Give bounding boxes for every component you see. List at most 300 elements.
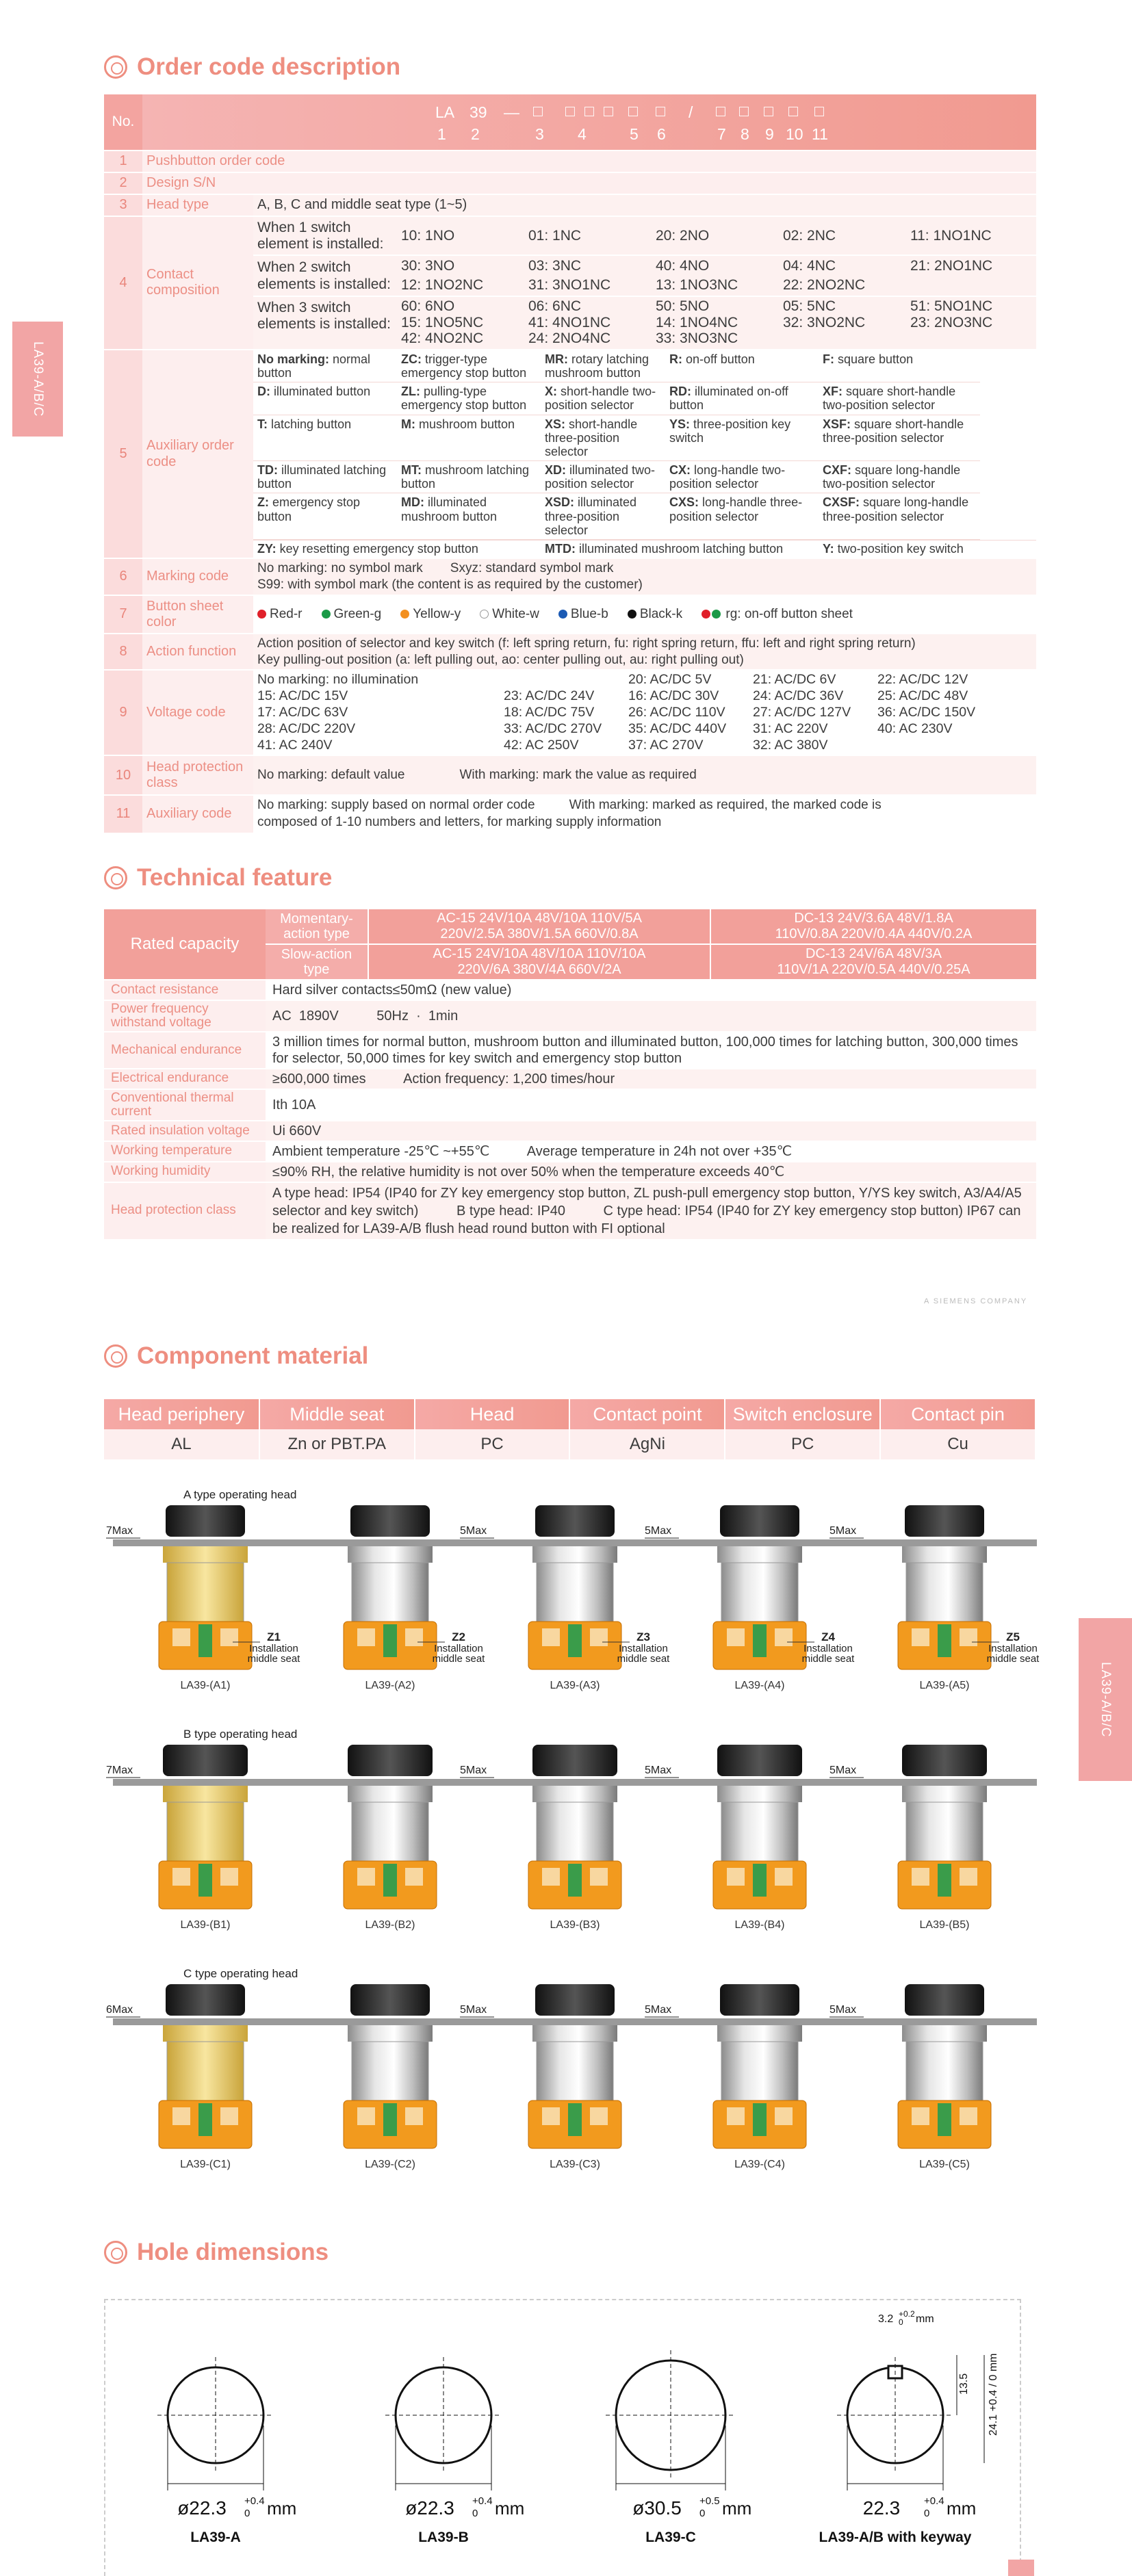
unit: mm <box>722 2498 752 2519</box>
operating-head-title: C type operating head <box>183 1967 298 1980</box>
aux-code-desc: square short-handle two-position selector <box>823 385 956 413</box>
code-prefix: LA <box>435 103 455 121</box>
side-tab-right: LA39-A/B/C <box>1079 1618 1132 1781</box>
aux-code-desc: two-position key switch <box>834 541 964 556</box>
keyway-dimensions <box>878 2309 999 2463</box>
tolerance-upper: +0.4 <box>924 2495 944 2507</box>
seat-text: middle seat <box>247 1653 300 1665</box>
color-label: White-w <box>492 606 539 621</box>
code-box: □ <box>604 101 613 120</box>
seat-label: Z4 <box>821 1630 835 1643</box>
contact-code: 24: 2NO4NC <box>528 330 611 347</box>
voltage-code: 41: AC 240V <box>257 737 333 753</box>
max-dimension: 5Max <box>460 1525 487 1537</box>
tolerance-upper: +0.4 <box>472 2495 493 2507</box>
aux-code-key: CX: <box>669 463 691 478</box>
group-title: When 1 switch element is installed: <box>257 220 384 252</box>
model-label: LA39-(B5) <box>919 1919 970 1931</box>
max-dimension: 5Max <box>645 2004 672 2016</box>
voltage-code: 40: AC 230V <box>877 720 953 736</box>
row-number: 6 <box>104 558 142 595</box>
seat-text: Installation <box>803 1643 853 1654</box>
aux-code-key: XF: <box>823 385 842 399</box>
aux-code-key: MTD: <box>545 541 576 556</box>
tech-label: Electrical endurance <box>104 1069 266 1089</box>
aux-code-desc: illuminated mushroom button <box>401 495 498 523</box>
model-label: LA39-(B1) <box>180 1919 231 1931</box>
contact-code: 10: 1NO <box>401 228 455 244</box>
aux-code-desc: key resetting emergency stop button <box>276 541 478 556</box>
voltage-code: 27: AC/DC 127V <box>753 704 851 720</box>
aux-code-desc: normal button <box>257 352 371 380</box>
code-box: □ <box>565 101 575 120</box>
material-header: Head <box>415 1399 570 1429</box>
aux-code-desc: square long-handle two-position selector <box>823 463 961 491</box>
aux-code-key: XD: <box>545 463 566 478</box>
tech-value: Ambient temperature -25℃ ~+55℃ Average temperature in 24h not over +35℃ <box>266 1141 1036 1162</box>
contact-code: 41: 4NO1NC <box>528 314 611 330</box>
voltage-code: 37: AC 270V <box>628 737 704 753</box>
unit: mm <box>947 2498 977 2519</box>
voltage-code: 21: AC/DC 6V <box>753 672 836 688</box>
code-box: □ <box>716 101 725 120</box>
contact-code: 20: 2NO <box>656 228 710 244</box>
aux-code-desc: rotary latching mushroom button <box>545 352 649 380</box>
seat-text: Installation <box>988 1643 1038 1654</box>
aux-code-key: Z: <box>257 495 269 510</box>
hole-1 <box>157 2357 296 2545</box>
page-corner-mark <box>1008 2560 1034 2576</box>
aux-code-key: XSD: <box>545 495 575 510</box>
code-dash: — <box>504 103 519 121</box>
tech-value: Hard silver contacts≤50mΩ (new value) <box>266 980 1036 1000</box>
seat-label: Z2 <box>452 1630 465 1643</box>
rating-text: 110V/1A 220V/0.5A 440V/0.25A <box>777 962 970 977</box>
row-number: 8 <box>104 634 142 671</box>
aux-text: With marking: marked as required, the marked code is <box>569 798 882 813</box>
tech-label: Contact resistance <box>104 980 266 1000</box>
max-dimension: 5Max <box>829 1765 857 1776</box>
material-header: Switch enclosure <box>725 1399 880 1429</box>
aux-code-key: F: <box>823 352 834 366</box>
momentary-label: Momentary-action type <box>266 909 368 944</box>
aux-text: composed of 1-10 numbers and letters, for marking supply information <box>257 815 662 830</box>
contact-code: 31: 3NO1NC <box>528 277 611 294</box>
code-box: □ <box>584 101 594 120</box>
aux-code-desc: illuminated button <box>270 385 371 399</box>
slow-label: Slow-action type <box>266 944 368 980</box>
aux-code-desc: latching button <box>268 417 352 431</box>
color-label: Yellow-y <box>413 606 461 621</box>
contact-code: 01: 1NC <box>528 228 582 244</box>
voltage-code: 23: AC/DC 24V <box>504 688 595 704</box>
contact-code: 21: 2NO1NC <box>910 258 993 274</box>
tolerance-lower: 0 <box>244 2508 250 2519</box>
code-index: 6 <box>657 125 666 143</box>
hole-name: LA39-B <box>418 2529 469 2545</box>
voltage-code: 31: AC 220V <box>753 720 828 736</box>
rating-text: 110V/0.8A 220V/0.4A 440V/0.2A <box>775 926 973 941</box>
tech-value: Ui 660V <box>266 1121 1036 1141</box>
tech-value: A type head: IP54 (IP40 for ZY key emergency stop button, ZL push-pull emergency stop button, Y/YS key switch, A3/A4/A5 selector and key switch) B type head: IP40 C type head: IP54 (IP40 for ZY key emergency stop button) IP67 can be realized for LA39-A/B flush head round button with FI optional <box>266 1182 1036 1240</box>
code-model: 39 <box>469 103 487 121</box>
row-label: Head type <box>142 194 253 216</box>
action-text: Action position of selector and key switch (f: left spring return, fu: right spring return, ffu: left and right spring return) <box>257 636 916 651</box>
keyway-depth: 13.5 <box>958 2373 970 2395</box>
aux-code-desc: illuminated two-position selector <box>545 463 656 491</box>
aux-text: No marking: supply based on normal order code <box>257 798 535 813</box>
model-label: LA39-(C5) <box>919 2159 970 2170</box>
aux-code-key: D: <box>257 385 270 399</box>
tolerance-upper: +0.2 <box>899 2309 915 2319</box>
row-number: 5 <box>104 350 142 558</box>
aux-code-key: RD: <box>669 385 691 399</box>
voltage-code: 26: AC/DC 110V <box>628 704 725 720</box>
aux-code-key: CXF: <box>823 463 851 478</box>
tech-value: 3 million times for normal button, mushroom button and illuminated button, 100,000 times for latching button, 300,000 times for selector, 50,000 times for key switch and emergency stop button <box>266 1032 1036 1069</box>
aux-code-desc: illuminated latching button <box>257 463 387 491</box>
tech-label: Rated insulation voltage <box>104 1121 266 1141</box>
code-index: 8 <box>741 125 749 143</box>
aux-code-key: R: <box>669 352 682 366</box>
keyway-height: 24.1 +0.4 / 0 mm <box>988 2353 999 2436</box>
aux-code-key: MR: <box>545 352 568 366</box>
company-signature: A SIEMENS COMPANY <box>924 1297 1028 1305</box>
keyway-width: 3.2 <box>878 2313 894 2325</box>
tech-label: Mechanical endurance <box>104 1032 266 1069</box>
max-dimension: 5Max <box>460 2004 487 2016</box>
contact-code: 04: 4NC <box>783 258 836 274</box>
model-label: LA39-(A5) <box>919 1680 970 1691</box>
code-box: □ <box>788 101 798 120</box>
model-label: LA39-(C4) <box>734 2159 785 2170</box>
unit: mm <box>495 2498 525 2519</box>
contact-code: 50: 5NO <box>656 298 710 315</box>
voltage-code: 42: AC 250V <box>504 737 579 753</box>
max-dimension: 5Max <box>645 1765 672 1776</box>
material-header: Contact point <box>569 1399 725 1429</box>
contact-code: 13: 1NO3NC <box>656 277 738 294</box>
model-label: LA39-(A2) <box>365 1680 415 1691</box>
row-label: Button sheet color <box>142 595 253 634</box>
seat-text: middle seat <box>617 1653 670 1665</box>
color-label: Black-k <box>639 606 683 621</box>
row-number: 4 <box>104 216 142 350</box>
group-title: When 2 switch elements is installed: <box>257 259 391 293</box>
aux-code-desc: short-handle three-position selector <box>545 417 638 458</box>
contact-code: 22: 2NO2NC <box>783 277 866 294</box>
unit: mm <box>267 2498 297 2519</box>
color-label: Blue-b <box>570 606 608 621</box>
material-header: Middle seat <box>259 1399 415 1429</box>
max-dimension: 7Max <box>106 1525 133 1537</box>
tolerance-lower: 0 <box>899 2317 903 2327</box>
aux-code-key: MD: <box>401 495 424 510</box>
contact-code: 05: 5NC <box>783 298 836 315</box>
order-section-title: Order code description <box>104 53 400 81</box>
code-box: □ <box>533 101 543 120</box>
voltage-code: 22: AC/DC 12V <box>877 672 968 688</box>
seat-label: Z5 <box>1006 1630 1020 1643</box>
aux-code-desc: long-handle two-position selector <box>669 463 786 491</box>
marking-text: S99: with symbol mark (the content is as required by the customer) <box>257 577 643 593</box>
model-label: LA39-(A4) <box>734 1680 785 1691</box>
code-index: 3 <box>535 125 544 143</box>
aux-code-key: X: <box>545 385 557 399</box>
max-dimension: 6Max <box>106 2004 133 2016</box>
row-number: 10 <box>104 755 142 795</box>
aux-code-key: ZL: <box>401 385 420 399</box>
aux-code-key: Y: <box>823 541 834 556</box>
protection-text: With marking: mark the value as required <box>459 768 697 783</box>
contact-code: 42: 4NO2NC <box>401 330 484 347</box>
max-dimension: 5Max <box>829 1525 857 1537</box>
aux-code-desc: long-handle three-position selector <box>669 495 803 523</box>
voltage-code: No marking: no illumination <box>257 672 419 688</box>
hole-2 <box>385 2357 524 2545</box>
contact-code: 12: 1NO2NC <box>401 277 484 294</box>
code-index: 9 <box>765 125 774 143</box>
tolerance-lower: 0 <box>472 2508 478 2519</box>
max-dimension: 5Max <box>829 2004 857 2016</box>
contact-code: 33: 3NO3NC <box>656 330 738 347</box>
material-value: PC <box>415 1429 570 1459</box>
voltage-code: 36: AC/DC 150V <box>877 704 976 720</box>
no-header: No. <box>104 94 142 151</box>
hole-section-title: Hole dimensions <box>104 2239 329 2266</box>
tech-value: ≤90% RH, the relative humidity is not over 50% when the temperature exceeds 40℃ <box>266 1162 1036 1182</box>
rating-text: AC-15 24V/10A 48V/10A 110V/10A <box>433 946 646 961</box>
aux-code-desc: square long-handle three-position selector <box>823 495 969 523</box>
contact-code: 15: 1NO5NC <box>401 314 484 330</box>
voltage-code: 15: AC/DC 15V <box>257 688 348 704</box>
aux-code-key: CXSF: <box>823 495 860 510</box>
color-label: Green-g <box>333 606 382 621</box>
marking-text: No marking: no symbol mark <box>257 561 423 576</box>
voltage-code: 32: AC 380V <box>753 737 828 753</box>
hole-3 <box>606 2350 751 2545</box>
row-label: Contact composition <box>142 216 253 350</box>
code-box: □ <box>764 101 773 120</box>
rating-text: DC-13 24V/3.6A 48V/1.8A <box>794 911 953 926</box>
unit: mm <box>916 2313 934 2325</box>
material-value: AL <box>104 1429 259 1459</box>
row-number: 11 <box>104 795 142 833</box>
material-section-title: Component material <box>104 1342 368 1370</box>
material-header: Contact pin <box>880 1399 1035 1429</box>
rating-text: DC-13 24V/6A 48V/3A <box>805 946 942 961</box>
aux-code-desc: mushroom latching button <box>401 463 530 491</box>
row-label: Action function <box>142 634 253 671</box>
tech-value: Ith 10A <box>266 1089 1036 1121</box>
model-label: LA39-(B4) <box>734 1919 785 1931</box>
aux-code-desc: pulling-type emergency stop button <box>401 385 527 413</box>
material-value: PC <box>725 1429 880 1459</box>
aux-code-key: T: <box>257 417 268 431</box>
aux-code-desc: illuminated three-position selector <box>545 495 637 537</box>
action-text: Key pulling-out position (a: left pulling out, ao: center pulling out, au: right pulling out) <box>257 652 744 667</box>
voltage-code: 33: AC/DC 270V <box>504 720 602 736</box>
hole-4 <box>819 2357 977 2545</box>
marking-text: Sxyz: standard symbol mark <box>450 561 614 576</box>
material-header: Head periphery <box>104 1399 259 1429</box>
voltage-code: 35: AC/DC 440V <box>628 720 727 736</box>
row-value: A, B, C and middle seat type (1~5) <box>253 194 1036 216</box>
aux-code-key: No marking: <box>257 352 330 366</box>
seat-label: Z3 <box>636 1630 650 1643</box>
aux-code-desc: short-handle two-position selector <box>545 385 656 413</box>
aux-code-key: M: <box>401 417 415 431</box>
model-label: LA39-(C3) <box>550 2159 600 2170</box>
group-title: When 3 switch elements is installed: <box>257 300 391 332</box>
contact-code: 23: 2NO3NC <box>910 314 993 330</box>
tolerance-upper: +0.4 <box>244 2495 265 2507</box>
row-number: 7 <box>104 595 142 634</box>
row-label: Auxiliary order code <box>142 350 253 558</box>
row-text: Pushbutton order code <box>142 151 1036 172</box>
contact-code: 60: 6NO <box>401 298 455 315</box>
rating-text: 220V/2.5A 380V/1.5A 660V/0.8A <box>440 926 639 941</box>
code-box: □ <box>739 101 749 120</box>
code-box: □ <box>814 101 824 120</box>
row-label: Head protection class <box>142 755 253 795</box>
operating-head-title: A type operating head <box>183 1488 297 1501</box>
hole-dimension: 22.3 <box>862 2497 901 2519</box>
max-dimension: 7Max <box>106 1765 133 1776</box>
aux-code-key: XSF: <box>823 417 851 431</box>
rating-text: 220V/6A 380V/4A 660V/2A <box>457 962 621 977</box>
hole-dimension: ø22.3 <box>177 2497 227 2519</box>
contact-code: 11: 1NO1NC <box>910 228 992 244</box>
aux-code-desc: three-position key switch <box>669 417 791 445</box>
aux-code-desc: mushroom button <box>415 417 515 431</box>
hole-dimension: ø22.3 <box>405 2497 454 2519</box>
contact-code: 32: 3NO2NC <box>783 314 866 330</box>
code-index: 2 <box>471 125 480 143</box>
model-label: LA39-(C2) <box>365 2159 415 2170</box>
tech-value: AC 1890V 50Hz · 1min <box>266 1000 1036 1032</box>
tech-value: ≥600,000 times Action frequency: 1,200 times/hour <box>266 1069 1036 1089</box>
seat-text: middle seat <box>801 1653 855 1665</box>
contact-code: 03: 3NC <box>528 258 582 274</box>
code-box: □ <box>628 101 638 120</box>
aux-code-key: XS: <box>545 417 566 431</box>
row-number: 9 <box>104 670 142 755</box>
contact-code: 40: 4NO <box>656 258 710 274</box>
aux-code-desc: trigger-type emergency stop button <box>401 352 527 380</box>
aux-code-key: ZC: <box>401 352 422 366</box>
aux-code-desc: square button <box>834 352 914 366</box>
model-label: LA39-(B2) <box>365 1919 415 1931</box>
contact-code: 14: 1NO4NC <box>656 314 738 330</box>
aux-code-key: MT: <box>401 463 422 478</box>
protection-text: No marking: default value <box>257 768 405 783</box>
aux-code-desc: illuminated on-off button <box>669 385 788 413</box>
aux-code-desc: emergency stop button <box>257 495 361 523</box>
code-index: 5 <box>630 125 639 143</box>
aux-code-key: YS: <box>669 417 691 431</box>
row-text: Design S/N <box>142 172 1036 194</box>
seat-label: Z1 <box>267 1630 281 1643</box>
hole-dimension: ø30.5 <box>632 2497 682 2519</box>
contact-code: 02: 2NC <box>783 228 836 244</box>
tolerance-lower: 0 <box>699 2508 706 2519</box>
row-label: Voltage code <box>142 670 253 755</box>
model-label: LA39-(A3) <box>550 1680 600 1691</box>
voltage-code: 24: AC/DC 36V <box>753 688 844 704</box>
row-number: 3 <box>104 194 142 216</box>
contact-code: 06: 6NC <box>528 298 582 315</box>
hole-name: LA39-A/B with keyway <box>819 2529 972 2545</box>
model-label: LA39-(A1) <box>180 1680 231 1691</box>
seat-text: middle seat <box>432 1653 485 1665</box>
seat-text: Installation <box>434 1643 483 1654</box>
model-label: LA39-(C1) <box>180 2159 231 2170</box>
seat-text: Installation <box>249 1643 298 1654</box>
hole-name: LA39-A <box>190 2529 241 2545</box>
seat-text: middle seat <box>986 1653 1040 1665</box>
side-tab-left: LA39-A/B/C <box>12 322 63 437</box>
row-label: Auxiliary code <box>142 795 253 833</box>
rated-capacity-label: Rated capacity <box>104 909 266 980</box>
operating-head-title: B type operating head <box>183 1728 298 1741</box>
voltage-code: 28: AC/DC 220V <box>257 720 356 736</box>
aux-code-key: TD: <box>257 463 278 478</box>
color-label: Red-r <box>270 606 303 621</box>
material-value: Cu <box>880 1429 1035 1459</box>
seat-text: Installation <box>619 1643 668 1654</box>
voltage-code: 25: AC/DC 48V <box>877 688 968 704</box>
rating-text: AC-15 24V/10A 48V/10A 110V/5A <box>437 911 642 926</box>
code-index: 1 <box>437 125 446 143</box>
color-label: rg: on-off button sheet <box>722 606 853 621</box>
code-index: 10 <box>786 125 803 143</box>
contact-code: 30: 3NO <box>401 258 455 274</box>
voltage-code: 18: AC/DC 75V <box>504 704 595 720</box>
tech-label: Power frequency withstand voltage <box>104 1000 266 1032</box>
voltage-code: 17: AC/DC 63V <box>257 704 348 720</box>
code-slash: / <box>689 103 693 121</box>
max-dimension: 5Max <box>645 1525 672 1537</box>
code-index: 4 <box>578 125 587 143</box>
material-value: AgNi <box>569 1429 725 1459</box>
tech-section-title: Technical feature <box>104 864 332 892</box>
aux-code-desc: square short-handle three-position selector <box>823 417 964 445</box>
aux-code-desc: illuminated mushroom latching button <box>575 541 784 556</box>
material-value: Zn or PBT.PA <box>259 1429 415 1459</box>
tolerance-lower: 0 <box>924 2508 930 2519</box>
code-box: □ <box>656 101 665 120</box>
hole-name: LA39-C <box>645 2529 696 2545</box>
row-number: 1 <box>104 151 142 172</box>
code-index: 7 <box>717 125 726 143</box>
tolerance-upper: +0.5 <box>699 2495 720 2507</box>
row-number: 2 <box>104 172 142 194</box>
tech-label: Working temperature <box>104 1141 266 1162</box>
model-label: LA39-(B3) <box>550 1919 600 1931</box>
tech-label: Working humidity <box>104 1162 266 1182</box>
contact-code: 51: 5NO1NC <box>910 298 993 315</box>
aux-code-key: ZY: <box>257 541 276 556</box>
max-dimension: 5Max <box>460 1765 487 1776</box>
voltage-code: 16: AC/DC 30V <box>628 688 719 704</box>
aux-code-desc: on-off button <box>682 352 755 366</box>
tech-label: Head protection class <box>104 1182 266 1240</box>
aux-code-key: CXS: <box>669 495 699 510</box>
tech-label: Conventional thermal current <box>104 1089 266 1121</box>
row-label: Marking code <box>142 558 253 595</box>
voltage-code: 20: AC/DC 5V <box>628 672 712 688</box>
